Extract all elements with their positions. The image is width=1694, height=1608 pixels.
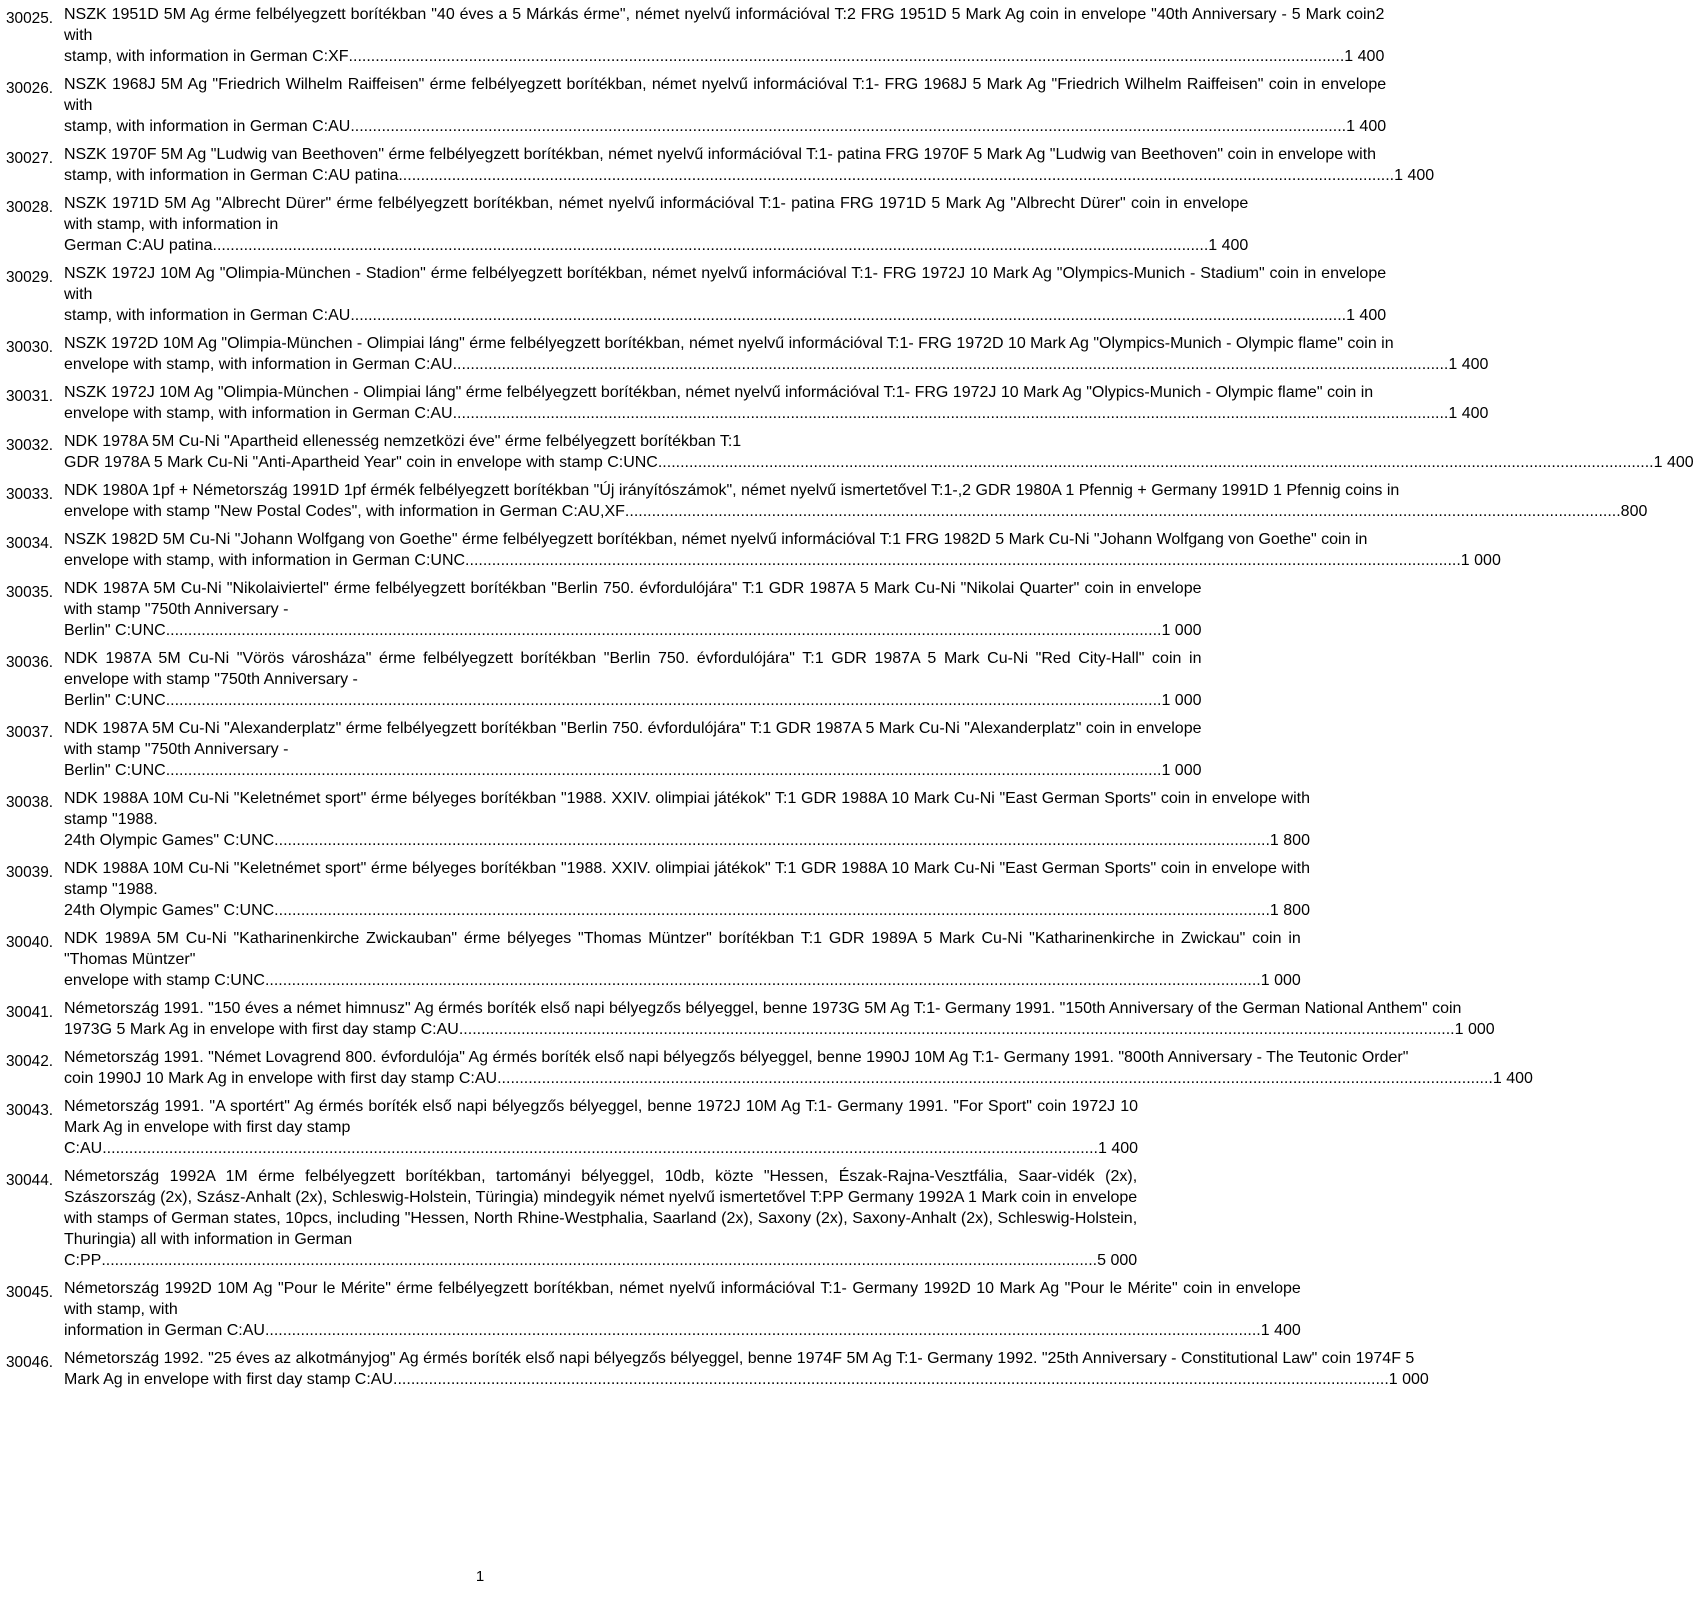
lot-entry (6, 263, 1387, 326)
lot-text-end: envelope with stamp, with information in German C:AU (64, 405, 453, 422)
lot-entry (6, 74, 1387, 137)
lot-price: 1 400 (1346, 118, 1387, 135)
lot-entry (6, 1047, 1533, 1089)
lot-number: 30036. (6, 654, 54, 671)
dot-leader (166, 690, 1162, 711)
lot-last-line (64, 501, 1647, 522)
lot-text: NSZK 1970F 5M Ag "Ludwig van Beethoven" érme felbélyegzett borítékban, német nyelvű információval T:1- patina FRG 1970F 5 Mark Ag "Ludwig van Beethoven" coin in envelope with (64, 146, 1377, 163)
lot-text-end: German C:AU patina (64, 237, 213, 254)
lot-price: 1 400 (1346, 307, 1387, 324)
lot-last-line (64, 690, 1202, 711)
lot-text-end: envelope with stamp "New Postal Codes", with information in German C:AU,XF (64, 503, 625, 520)
lot-price: 800 (1620, 503, 1648, 520)
lot-last-line (64, 970, 1301, 991)
lot-entry (6, 1166, 1138, 1271)
lot-description (64, 858, 1310, 921)
lot-number: 30027. (6, 150, 54, 167)
lot-price: 1 000 (1460, 552, 1501, 569)
lot-description (64, 431, 1694, 473)
dot-leader (265, 970, 1261, 991)
lot-text-end: 24th Olympic Games" C:UNC (64, 902, 275, 919)
lot-text: NSZK 1972J 10M Ag "Olimpia-München - Stadion" érme felbélyegzett borítékban, német nyelvű információval T:1- FRG 1972J 10 Mark Ag "Olympics-Munich - Stadium" coin in envelope with (64, 265, 1387, 303)
lot-last-line (64, 452, 1694, 473)
dot-leader (350, 116, 1346, 137)
lot-number: 30035. (6, 584, 54, 601)
lot-text-end: stamp, with information in German C:AU (64, 118, 351, 135)
dot-leader (658, 452, 1654, 473)
lot-text: NDK 1987A 5M Cu-Ni "Alexanderplatz" érme felbélyegzett borítékban "Berlin 750. évfordulójára" T:1 GDR 1987A 5 Mark Cu-Ni "Alexanderplatz" coin in envelope with stamp "750th Anniversary - (64, 720, 1202, 758)
lot-description (64, 1096, 1138, 1159)
dot-leader (497, 1068, 1493, 1089)
lot-text: NDK 1987A 5M Cu-Ni "Nikolaiviertel" érme felbélyegzett borítékban "Berlin 750. évfordulójára" T:1 GDR 1987A 5 Mark Cu-Ni "Nikolai Quarter" coin in envelope with stamp "750th Anniversary - (64, 580, 1202, 618)
dot-leader (213, 235, 1209, 256)
lot-last-line (64, 1068, 1533, 1089)
lot-entry (6, 193, 1249, 256)
lot-text-end: stamp, with information in German C:XF (64, 48, 349, 65)
dot-leader (393, 1369, 1389, 1390)
lot-text-end: envelope with stamp, with information in German C:AU (64, 356, 453, 373)
lot-text: NDK 1988A 10M Cu-Ni "Keletnémet sport" érme bélyeges borítékban "1988. XXIV. olimpiai játékok" T:1 GDR 1988A 10 Mark Cu-Ni "East German Sports" coin in envelope with stamp "1988. (64, 790, 1310, 828)
dot-leader (274, 900, 1270, 921)
lot-entry (6, 788, 1310, 851)
lot-price: 1 000 (1454, 1021, 1495, 1038)
lot-entry (6, 333, 1489, 375)
lot-text: NDK 1989A 5M Cu-Ni "Katharinenkirche Zwickauban" érme bélyeges "Thomas Müntzer" borítékban T:1 GDR 1989A 5 Mark Cu-Ni "Katharinenkirche in Zwickau" coin in "Thomas Müntzer" (64, 930, 1301, 968)
lot-description (64, 1047, 1533, 1089)
lot-description (64, 529, 1501, 571)
lot-last-line (64, 620, 1202, 641)
lot-description (64, 928, 1301, 991)
dot-leader (101, 1250, 1097, 1271)
lot-text-end: Berlin" C:UNC (64, 692, 166, 709)
dot-leader (453, 403, 1449, 424)
lot-price: 1 400 (1344, 48, 1385, 65)
lot-number: 30040. (6, 934, 54, 951)
lot-description (64, 1166, 1137, 1271)
lot-text: Németország 1991. "150 éves a német himnusz" Ag érmés boríték első napi bélyegzős bélyeggel, benne 1973G 5M Ag T:1- Germany 1991. "150th Anniversary of the German National Anthem" coin (64, 1000, 1462, 1017)
dot-leader (625, 501, 1621, 522)
lot-last-line (64, 354, 1488, 375)
lot-entry (6, 1348, 1429, 1390)
lot-entry (6, 431, 1694, 473)
lot-number: 30028. (6, 199, 54, 216)
lot-entry (6, 480, 1648, 522)
lot-number: 30037. (6, 724, 54, 741)
lot-text: NDK 1988A 10M Cu-Ni "Keletnémet sport" érme bélyeges borítékban "1988. XXIV. olimpiai játékok" T:1 GDR 1988A 10 Mark Cu-Ni "East German Sports" coin in envelope with stamp "1988. (64, 860, 1310, 898)
lot-entry (6, 529, 1501, 571)
lot-price: 1 400 (1448, 356, 1489, 373)
lot-number: 30041. (6, 1004, 54, 1021)
lot-description (64, 333, 1488, 375)
catalog-page (6, 4, 1694, 1397)
lot-last-line (64, 550, 1501, 571)
dot-leader (265, 1320, 1261, 1341)
lot-entry (6, 718, 1202, 781)
lot-text: NSZK 1968J 5M Ag "Friedrich Wilhelm Raiffeisen" érme felbélyegzett borítékban, német nyelvű információval T:1- FRG 1968J 5 Mark Ag "Friedrich Wilhelm Raiffeisen" coin in envelope with (64, 76, 1387, 114)
lot-text-end: Mark Ag in envelope with first day stamp C:AU (64, 1371, 394, 1388)
lot-entry (6, 4, 1385, 67)
lot-price: 1 800 (1269, 832, 1310, 849)
lot-text: NSZK 1951D 5M Ag érme felbélyegzett borítékban "40 éves a 5 Márkás érme", német nyelvű információval T:2 FRG 1951D 5 Mark Ag coin in envelope "40th Anniversary - 5 Mark coin2 with (64, 6, 1385, 44)
lot-last-line (64, 1138, 1138, 1159)
lot-entry (6, 928, 1301, 991)
lot-description (64, 263, 1386, 326)
lot-last-line (64, 46, 1384, 67)
lot-number: 30034. (6, 535, 54, 552)
lot-description (64, 4, 1384, 67)
lot-last-line (64, 760, 1202, 781)
lot-text-end: GDR 1978A 5 Mark Cu-Ni "Anti-Apartheid Year" coin in envelope with stamp C:UNC (64, 454, 658, 471)
lot-text: Németország 1991. "A sportért" Ag érmés boríték első napi bélyegzős bélyeggel, benne 1972J 10M Ag T:1- Germany 1991. "For Sport" coin 1972J 10 Mark Ag in envelope with first day stamp (64, 1098, 1139, 1136)
dot-leader (274, 830, 1270, 851)
lot-text-end: stamp, with information in German C:AU patina (64, 167, 399, 184)
lot-price: 5 000 (1097, 1252, 1138, 1269)
lot-description (64, 144, 1434, 186)
lot-text-end: 24th Olympic Games" C:UNC (64, 832, 275, 849)
lot-number: 30031. (6, 388, 54, 405)
lot-last-line (64, 116, 1386, 137)
lot-price: 1 400 (1492, 1070, 1533, 1087)
lot-price: 1 400 (1448, 405, 1489, 422)
lot-entry (6, 858, 1310, 921)
lot-price: 1 400 (1097, 1140, 1139, 1157)
dot-leader (349, 46, 1345, 67)
dot-leader (465, 550, 1461, 571)
lot-text-end: C:AU (64, 1140, 103, 1157)
lot-description (64, 718, 1202, 781)
lot-number: 30025. (6, 10, 54, 27)
dot-leader (398, 165, 1394, 186)
lot-description (64, 578, 1202, 641)
lot-text: NDK 1987A 5M Cu-Ni "Vörös városháza" érme felbélyegzett borítékban "Berlin 750. évfordulójára" T:1 GDR 1987A 5 Mark Cu-Ni "Red City-Hall" coin in envelope with stamp "750th Anniversary - (64, 650, 1202, 688)
lot-description (64, 788, 1310, 851)
lot-number: 30026. (6, 80, 54, 97)
lot-text: NDK 1978A 5M Cu-Ni "Apartheid ellenesség nemzetközi éve" érme felbélyegzett borítékban T:1 (64, 433, 742, 450)
lot-text: NSZK 1972J 10M Ag "Olimpia-München - Olimpiai láng" érme felbélyegzett borítékban, német nyelvű információval T:1- FRG 1972J 10 Mark Ag "Olypics-Munich - Olympic flame" coin in (64, 384, 1374, 401)
lot-text-end: 1973G 5 Mark Ag in envelope with first day stamp C:AU (64, 1021, 459, 1038)
lot-description (64, 1278, 1301, 1341)
lot-price: 1 400 (1260, 1322, 1301, 1339)
lot-text: NSZK 1971D 5M Ag "Albrecht Dürer" érme felbélyegzett borítékban, német nyelvű információval T:1- patina FRG 1971D 5 Mark Ag "Albrecht Dürer" coin in envelope with stamp, with information in (64, 195, 1249, 233)
lot-last-line (64, 1019, 1495, 1040)
lot-number: 30032. (6, 437, 54, 454)
lot-text-end: Berlin" C:UNC (64, 762, 166, 779)
dot-leader (102, 1138, 1098, 1159)
lot-description (64, 648, 1202, 711)
lot-description (64, 998, 1495, 1040)
lot-last-line (64, 900, 1310, 921)
lot-number: 30038. (6, 794, 54, 811)
lot-number: 30033. (6, 486, 54, 503)
lot-last-line (64, 830, 1310, 851)
lot-price: 1 000 (1161, 692, 1202, 709)
lot-text-end: Berlin" C:UNC (64, 622, 166, 639)
lot-text: Németország 1991. "Német Lovagrend 800. évfordulója" Ag érmés boríték első napi bélyegzős bélyeggel, benne 1990J 10M Ag T:1- Germany 1991. "800th Anniversary - The Teutonic Order" (64, 1049, 1409, 1066)
lot-text-end: envelope with stamp, with information in German C:UNC (64, 552, 466, 569)
dot-leader (350, 305, 1346, 326)
lot-number: 30039. (6, 864, 54, 881)
lot-price: 1 000 (1388, 1371, 1429, 1388)
lot-entry (6, 648, 1202, 711)
lot-last-line (64, 403, 1488, 424)
lot-price: 1 000 (1161, 622, 1202, 639)
lot-entry (6, 1096, 1139, 1159)
lot-price: 1 000 (1260, 972, 1301, 989)
lot-number: 30042. (6, 1053, 54, 1070)
lot-last-line (64, 1250, 1137, 1271)
lot-text: NSZK 1972D 10M Ag "Olimpia-München - Olimpiai láng" érme felbélyegzett borítékban, német nyelvű információval T:1- FRG 1972D 10 Mark Ag "Olympics-Munich - Olympic flame" coin in (64, 335, 1394, 352)
lot-number: 30046. (6, 1354, 54, 1371)
lot-last-line (64, 235, 1248, 256)
lot-text-end: envelope with stamp C:UNC (64, 972, 265, 989)
lot-text: Németország 1992A 1M érme felbélyegzett borítékban, tartományi bélyeggel, 10db, közte "Hessen, Észak-Rajna-Vesztfália, Saar-vidék (2x), Szászország (2x), Szász-Anhalt (2x), Schleswig-Holstein, Türingia) mindegyik német nyelvű ismertetővel T:PP Germany 1992A 1 Mark coin in envelope with stamps of German states, 10pcs, including "Hessen, North Rhine-Westphalia, Saarland (2x), Saxony (2x), Saxony-Anhalt (2x), Schleswig-Holstein, Thuringia) all with information in German (64, 1168, 1138, 1248)
lot-last-line (64, 1369, 1429, 1390)
lot-price: 1 400 (1394, 167, 1435, 184)
lot-entry (6, 998, 1495, 1040)
lot-entry (6, 1278, 1301, 1341)
lot-price: 1 400 (1208, 237, 1249, 254)
lot-description (64, 382, 1488, 424)
lot-text: NDK 1980A 1pf + Németország 1991D 1pf érmék felbélyegzett borítékban "Új irányítószámok", német nyelvű ismertetővel T:1-,2 GDR 1980A 1 Pfennig + Germany 1991D 1 Pfennig coins in (64, 482, 1400, 499)
lot-price: 1 400 (1653, 454, 1694, 471)
page-number: 1 (475, 1568, 485, 1585)
lot-number: 30030. (6, 339, 54, 356)
dot-leader (459, 1019, 1455, 1040)
lot-entry (6, 144, 1435, 186)
lot-number: 30043. (6, 1102, 54, 1119)
lot-text-end: coin 1990J 10 Mark Ag in envelope with first day stamp C:AU (64, 1070, 498, 1087)
dot-leader (453, 354, 1449, 375)
lot-number: 30029. (6, 269, 54, 286)
lot-description (64, 193, 1248, 256)
lot-text: Németország 1992. "25 éves az alkotmányjog" Ag érmés boríték első napi bélyegzős bélyeggel, benne 1974F 5M Ag T:1- Germany 1992. "25th Anniversary - Constitutional Law" coin 1974F 5 (64, 1350, 1415, 1367)
lot-number: 30044. (6, 1172, 54, 1189)
lot-last-line (64, 1320, 1301, 1341)
lot-text: Németország 1992D 10M Ag "Pour le Mérite" érme felbélyegzett borítékban, német nyelvű információval T:1- Germany 1992D 10 Mark Ag "Pour le Mérite" coin in envelope with stamp, with (64, 1280, 1301, 1318)
lot-number: 30045. (6, 1284, 54, 1301)
lot-text: NSZK 1982D 5M Cu-Ni "Johann Wolfgang von Goethe" érme felbélyegzett borítékban, német nyelvű információval T:1 FRG 1982D 5 Mark Cu-Ni "Johann Wolfgang von Goethe" coin in (64, 531, 1368, 548)
lot-entry (6, 578, 1202, 641)
lot-price: 1 000 (1161, 762, 1202, 779)
lot-text-end: C:PP (64, 1252, 102, 1269)
lot-entry (6, 382, 1489, 424)
lot-last-line (64, 305, 1386, 326)
lot-text-end: stamp, with information in German C:AU (64, 307, 351, 324)
lot-price: 1 800 (1269, 902, 1310, 919)
lot-description (64, 74, 1386, 137)
dot-leader (166, 620, 1162, 641)
dot-leader (166, 760, 1162, 781)
lot-description (64, 1348, 1429, 1390)
lot-description (64, 480, 1647, 522)
lot-last-line (64, 165, 1434, 186)
lot-text-end: information in German C:AU (64, 1322, 265, 1339)
